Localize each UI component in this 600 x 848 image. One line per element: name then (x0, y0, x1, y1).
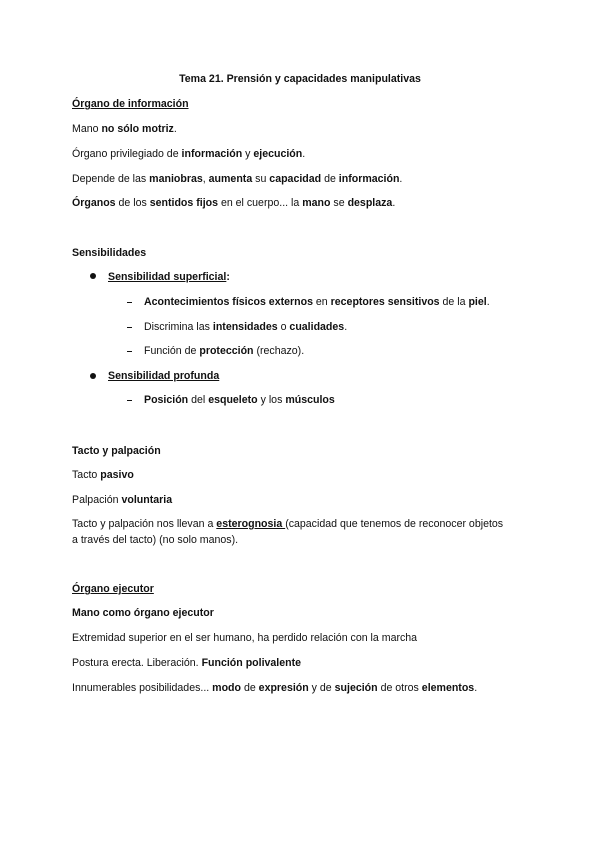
page-title: Tema 21. Prensión y capacidades manipulativas (179, 73, 421, 85)
paragraph: Depende de las maniobras, aumenta su capacidad de información. (72, 173, 403, 185)
bullet-icon (90, 273, 96, 279)
paragraph: Tacto y palpación nos llevan a esterognosia (capacidad que tenemos de reconocer objetos (72, 518, 504, 530)
paragraph: Órganos de los sentidos fijos en el cuerpo... la mano se desplaza. (72, 197, 396, 209)
dash-icon (127, 351, 132, 352)
sub-list-item: Acontecimientos físicos externos en receptores sensitivos de la piel. (144, 296, 490, 308)
sub-list-item: Discrimina las intensidades o cualidades. (144, 321, 348, 333)
section-heading-organo-informacion: Órgano de información (72, 98, 189, 110)
section-heading-organo-ejecutor: Órgano ejecutor (72, 583, 154, 595)
sub-list-item: Posición del esqueleto y los músculos (144, 394, 335, 406)
paragraph: Órgano privilegiado de información y ejecución. (72, 148, 306, 160)
paragraph: Mano no sólo motriz. (72, 123, 177, 135)
sub-heading: Mano como órgano ejecutor (72, 607, 214, 619)
list-item-profunda: Sensibilidad profunda (108, 370, 220, 382)
dash-icon (127, 302, 132, 303)
list-item-superficial: Sensibilidad superficial: (108, 271, 230, 283)
paragraph-continuation: a través del tacto) (no solo manos). (72, 534, 239, 546)
sub-list-item: Función de protección (rechazo). (144, 345, 305, 357)
paragraph: Innumerables posibilidades... modo de expresión y de sujeción de otros elementos. (72, 682, 478, 694)
dash-icon (127, 327, 132, 328)
dash-icon (127, 400, 132, 401)
paragraph: Postura erecta. Liberación. Función polivalente (72, 657, 302, 669)
section-heading-tacto: Tacto y palpación (72, 445, 161, 457)
paragraph: Tacto pasivo (72, 469, 134, 481)
bullet-icon (90, 373, 96, 379)
section-heading-sensibilidades: Sensibilidades (72, 247, 147, 259)
paragraph: Extremidad superior en el ser humano, ha perdido relación con la marcha (72, 632, 418, 644)
paragraph: Palpación voluntaria (72, 494, 173, 506)
